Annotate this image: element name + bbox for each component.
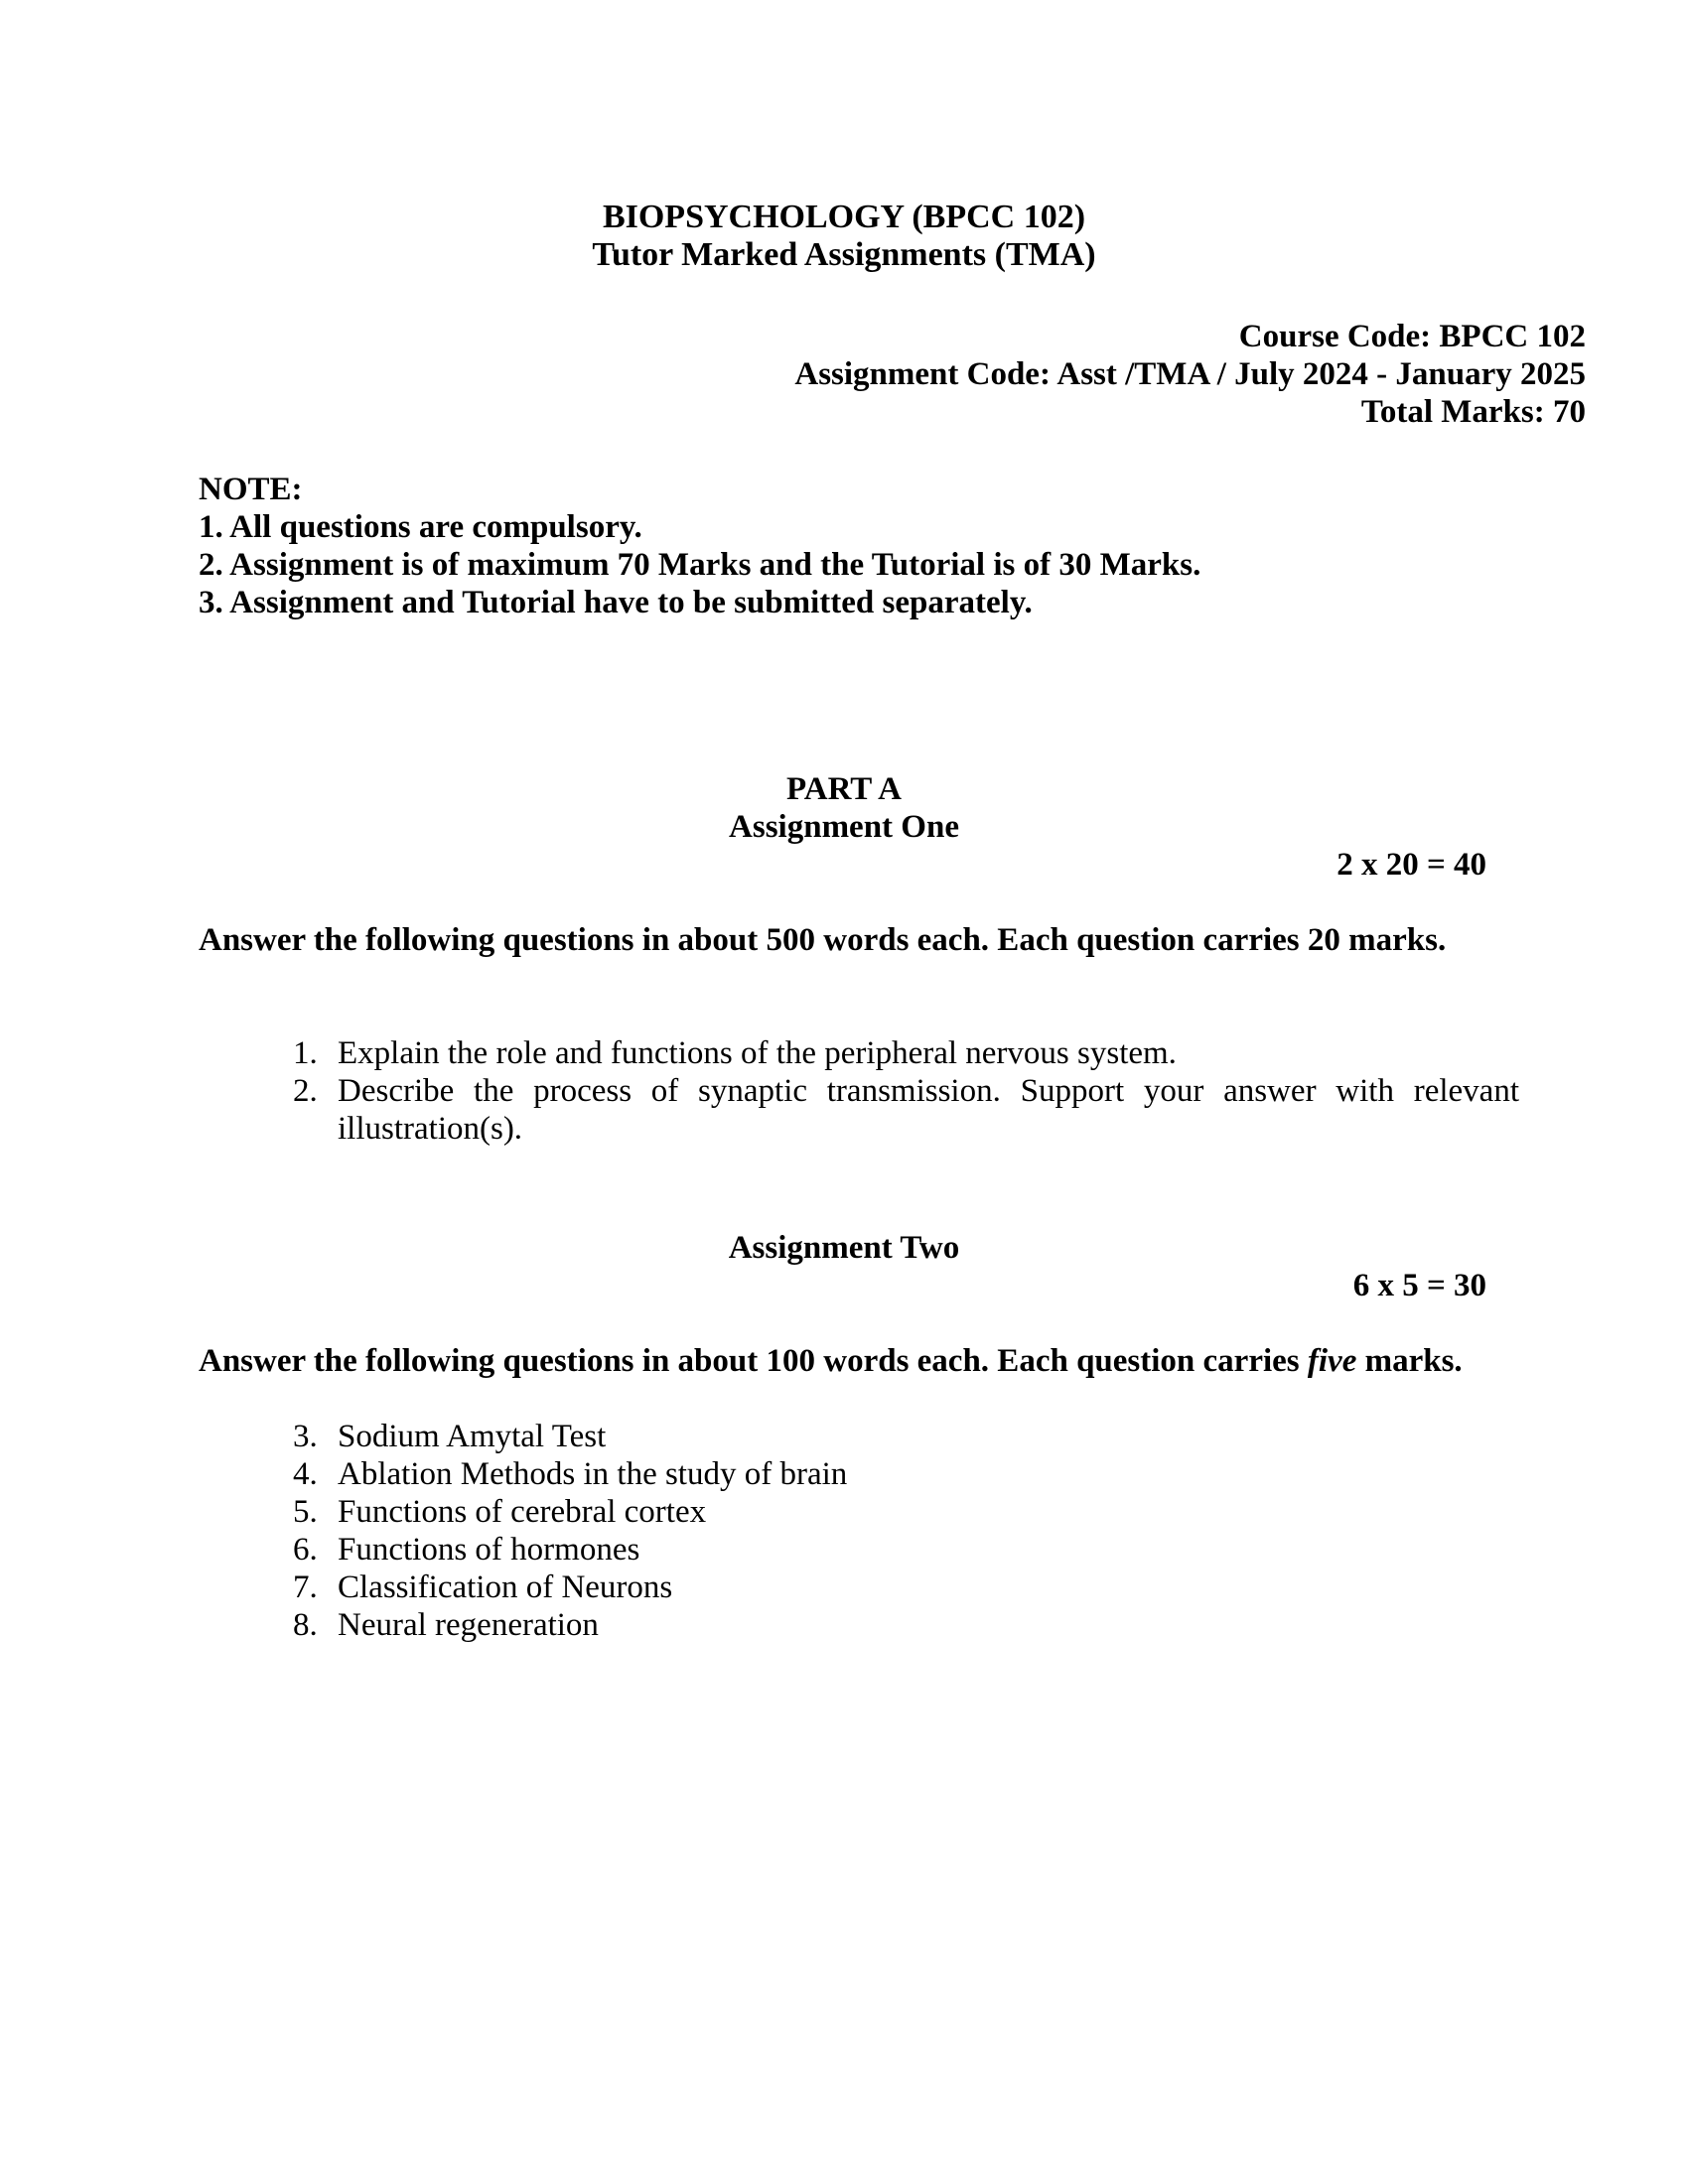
note-item: 3. Assignment and Tutorial have to be submitted separately.	[199, 585, 1033, 620]
note-heading: NOTE:	[199, 472, 303, 507]
assignment-code-line: Assignment Code: Asst /TMA / July 2024 - January 2025	[794, 356, 1586, 392]
question-number: 2.	[293, 1073, 318, 1109]
question-number: 7.	[293, 1570, 318, 1605]
question-text: Describe the process of synaptic transmission. Support your answer with relevant illustration(s).	[338, 1073, 1519, 1147]
question-text: Functions of hormones	[338, 1532, 640, 1568]
instruction-prefix: Answer the following questions in about 100 words each. Each question carries	[199, 1343, 1308, 1379]
assignment-two-marks-formula: 6 x 5 = 30	[1352, 1268, 1486, 1303]
question-text: Functions of cerebral cortex	[338, 1494, 707, 1530]
question-text: Sodium Amytal Test	[338, 1419, 607, 1454]
part-a-heading: PART A	[786, 771, 902, 807]
question-number: 6.	[293, 1532, 318, 1568]
total-marks-line: Total Marks: 70	[1360, 394, 1586, 430]
question-item	[293, 1606, 1519, 1644]
assignment-two-heading-block	[199, 1229, 1489, 1267]
note-block	[199, 471, 1489, 621]
question-text: Explain the role and functions of the peripheral nervous system.	[338, 1035, 1177, 1071]
question-text: Classification of Neurons	[338, 1570, 673, 1605]
question-number: 3.	[293, 1419, 318, 1454]
instruction-suffix: marks.	[1356, 1343, 1463, 1379]
note-item: 1. All questions are compulsory.	[199, 509, 642, 545]
question-number: 5.	[293, 1494, 318, 1530]
document-title	[199, 199, 1489, 274]
part-a-heading-block	[199, 770, 1489, 846]
assignment-one-marks-formula: 2 x 20 = 40	[1336, 847, 1486, 883]
question-text: Ablation Methods in the study of brain	[338, 1456, 848, 1492]
question-item	[293, 1455, 1519, 1493]
question-text: Neural regeneration	[338, 1607, 599, 1643]
assignment-two-instruction	[199, 1342, 1574, 1380]
instruction-emphasis: five	[1307, 1343, 1357, 1379]
question-number: 4.	[293, 1456, 318, 1492]
note-item: 2. Assignment is of maximum 70 Marks and the Tutorial is of 30 Marks.	[199, 547, 1201, 583]
assignment-two-heading: Assignment Two	[728, 1230, 960, 1266]
header-right-block	[199, 318, 1586, 431]
question-item	[293, 1034, 1519, 1072]
question-item	[293, 1418, 1519, 1455]
question-item	[293, 1569, 1519, 1606]
question-item	[293, 1072, 1519, 1148]
course-code-line: Course Code: BPCC 102	[1238, 319, 1586, 354]
question-number: 1.	[293, 1035, 318, 1071]
assignment-one-instruction: Answer the following questions in about 500 words each. Each question carries 20 marks.	[199, 922, 1447, 958]
course-title: BIOPSYCHOLOGY (BPCC 102)	[602, 199, 1086, 235]
assignment-two-question-list	[0, 1418, 1688, 1644]
question-item	[293, 1531, 1519, 1569]
question-number: 8.	[293, 1607, 318, 1643]
assignment-one-question-list	[0, 1034, 1688, 1148]
assignment-one-heading: Assignment One	[729, 809, 959, 845]
document-subtitle: Tutor Marked Assignments (TMA)	[592, 236, 1096, 273]
question-item	[293, 1493, 1519, 1531]
